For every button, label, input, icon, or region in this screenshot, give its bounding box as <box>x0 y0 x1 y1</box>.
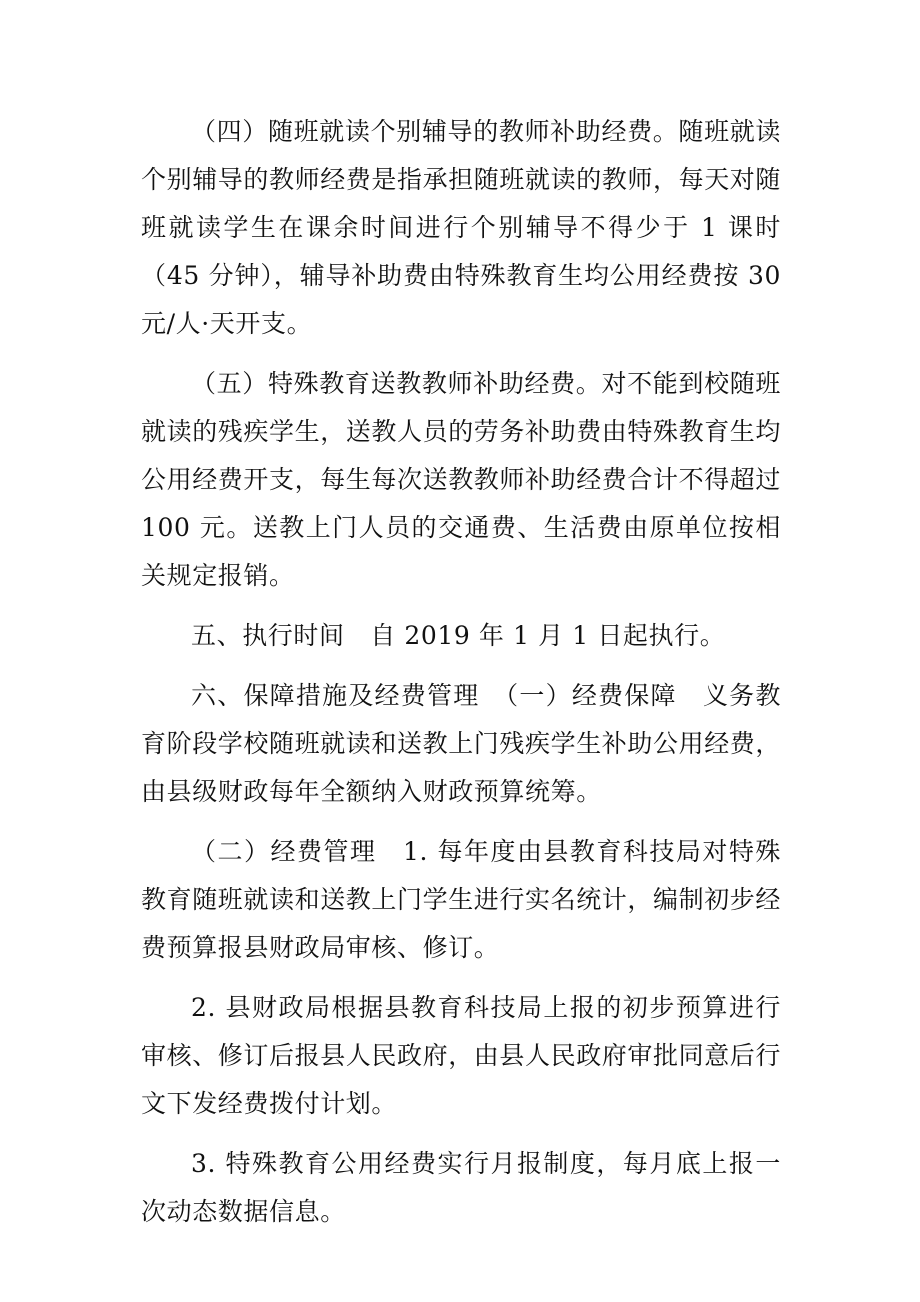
document-body <box>141 108 781 1248</box>
paragraph-teacher-tutoring-subsidy: （四）随班就读个别辅导的教师补助经费。随班就读个别辅导的教师经费是指承担随班就读的教师，每天对随班就读学生在课余时间进行个别辅导不得少于 1 课时（45 分钟），辅导补助费由特殊教育生均公用经费按 30 元/人·天开支。 <box>141 117 782 338</box>
paragraph-home-teaching-subsidy: （五）特殊教育送教教师补助经费。对不能到校随班就读的残疾学生，送教人员的劳务补助费由特殊教育生均公用经费开支，每生每次送教教师补助经费合计不得超过 100 元。送教上门人员的交通费、生活费由原单位按相关规定报销。 <box>141 369 782 590</box>
paragraph-funding-guarantee: 六、保障措施及经费管理 （一）经费保障 义务教育阶段学校随班就读和送教上门残疾学生补助公用经费，由县级财政每年全额纳入财政预算统筹。 <box>141 681 782 806</box>
paragraph-monthly-reporting: 3. 特殊教育公用经费实行月报制度，每月底上报一次动态数据信息。 <box>141 1149 781 1226</box>
paragraph-funding-management: （二）经费管理 1. 每年度由县教育科技局对特殊教育随班就读和送教上门学生进行实名统计，编制初步经费预算报县财政局审核、修订。 <box>141 837 782 962</box>
paragraph-budget-review: 2. 县财政局根据县教育科技局上报的初步预算进行审核、修订后报县人民政府，由县人民政府审批同意后行文下发经费拨付计划。 <box>141 993 782 1118</box>
paragraph-effective-date: 五、执行时间 自 2019 年 1 月 1 日起执行。 <box>191 621 726 650</box>
